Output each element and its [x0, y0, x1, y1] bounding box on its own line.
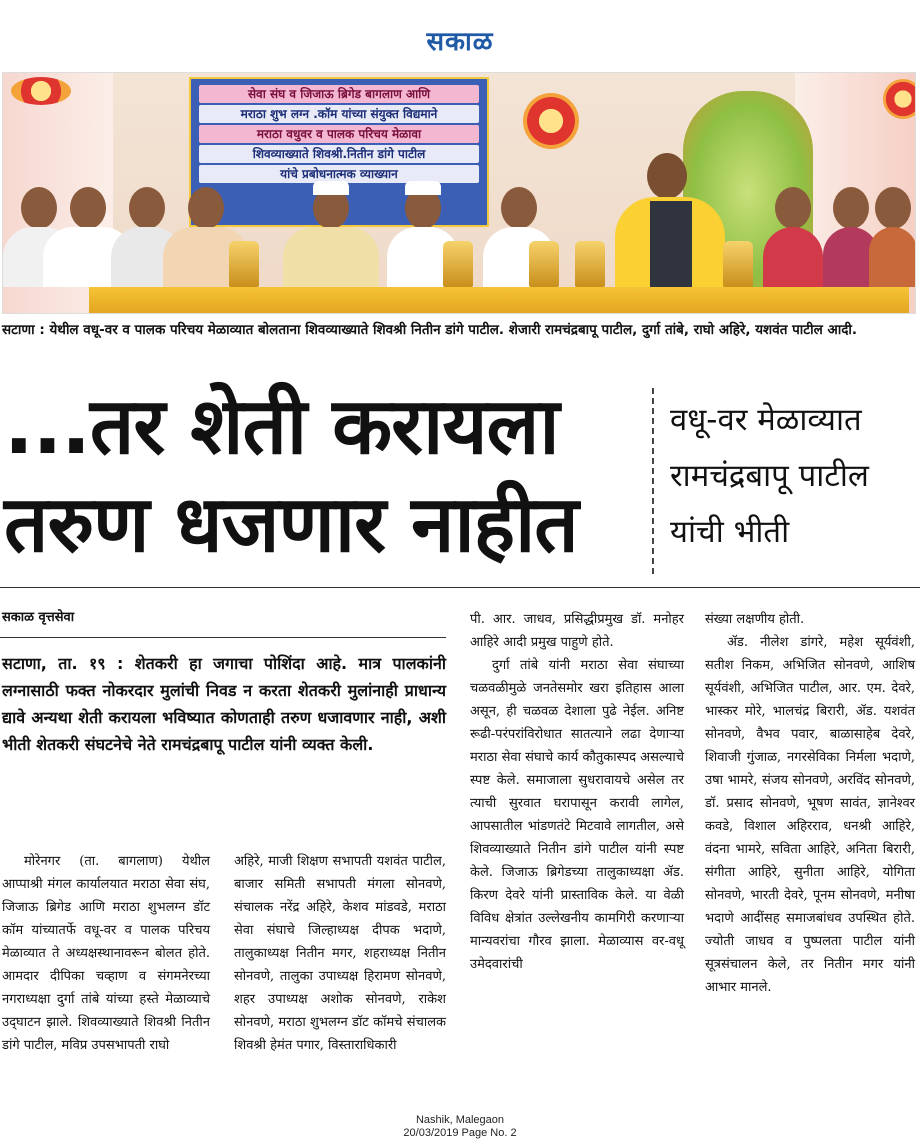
paragraph: दुर्गा तांबे यांनी मराठा सेवा संघाच्या चळवळीमुळे जनतेसमोर खरा इतिहास आला असून, ही चळवळ देशाला पुढे नेईल. अनिष्ट रूढी-परंपरांविरोधात सातत्याने लढा देणाऱ्या मराठा सेवा संघाचे कार्य कौतुकास्पद असल्याचे स्पष्ट केले. समाजाला सुधरावायचे असेल तर त्याची सुरवात घरापासून करावी लागेल, आपसातील भांडणतंटे मिटवावे लागतील, असे शिवव्याख्याते नितीन डांगे पाटील यांनी स्पष्ट केले. जिजाऊ ब्रिगेडच्या तालुकाध्यक्षा ॲड. किरण देवरे यांनी प्रास्ताविक केले. या वेळी विविध क्षेत्रांत उल्लेखनीय कामगिरी करणाऱ्या मान्यवरांचा गौरव झाला. मेळाव्यास वर-वधू उमेदवारांची [470, 658, 684, 972]
banner-line: सेवा संघ व जिजाऊ ब्रिगेड बागलाण आणि [199, 85, 479, 103]
banner-line: मराठा शुभ लग्न .कॉम यांच्या संयुक्त विद्यमाने [199, 105, 479, 123]
event-photo [2, 72, 916, 314]
trophy [529, 241, 559, 287]
byline: सकाळ वृत्तसेवा [2, 610, 75, 625]
trophy [575, 241, 605, 287]
subhead-line-2: रामचंद्रबापू पाटील [670, 458, 869, 494]
flower-decoration [523, 93, 579, 149]
flower-decoration [883, 79, 916, 119]
date-page-label: 20/03/2019 Page No. 2 [403, 1127, 517, 1139]
trophy [443, 241, 473, 287]
paragraph: अहिरे, माजी शिक्षण सभापती यशवंत पाटील, बाजार समिती सभापती मंगला सोनवणे, संचालक नरेंद्र अहिरे, केशव मांडवडे, मराठा सेवा संघाचे जिल्हाध्यक्ष दीपक भदाणे, तालुकाध्यक्ष नितीन मगर, शहराध्यक्ष नितीन सोनवणे, तालुका उपाध्यक्ष हिरामण सोनवणे, शहर उपाध्यक्ष अशोक सोनवणे, राकेश सोनवणे, मराठा शुभलग्न डॉट कॉमचे संचालक शिवश्री हेमंत पगार, विस्ताराधिकारी [234, 854, 446, 1053]
article-column-2 [234, 850, 446, 1057]
subhead-line-1: वधू-वर मेळाव्यात [670, 402, 862, 438]
paragraph: मोरेनगर (ता. बागलाण) येथील आप्पाश्री मंगल कार्यालयात मराठा सेवा संघ, जिजाऊ ब्रिगेड आणि मराठा शुभलग्न डॉट कॉम यांच्यातर्फे वधू-वर व पालक परिचय मेळाव्यात ते अध्यक्षस्थानावरून बोलत होते. आमदार दीपिका चव्हाण व संगमनेरच्या नगराध्यक्षा दुर्गा तांबे यांच्या हस्ते मेळाव्याचे उद्‌घाटन झाले. शिवव्याख्याते शिवश्री नितीन डांगे पाटील, मविप्र उपसभापती राघो [2, 854, 210, 1053]
subheadline [670, 392, 916, 560]
paragraph: संख्या लक्षणीय होती. [705, 612, 805, 627]
lead-paragraph: सटाणा, ता. १९ : शेतकरी हा जगाचा पोशिंदा आहे. मात्र पालकांनी लग्नासाठी फक्त नोकरदार मुलांची निवड न करता शेतकरी मुलांनाही प्राधान्य द्यावे अन्यथा शेती करायला भविष्यात कोणताही तरुण धजावणार नाही, अशी भीती शेतकरी संघटनेचे नेते रामचंद्रबापू पाटील यांनी व्यक्त केली. [2, 654, 446, 754]
headline [4, 378, 644, 574]
headline-line-1: ...तर शेती करायला [4, 382, 559, 472]
banner-line: मराठा वधुवर व पालक परिचय मेळावा [199, 125, 479, 143]
page-footer [0, 1114, 920, 1140]
article-column-3 [470, 608, 684, 976]
subhead-line-3: यांची भीती [670, 514, 790, 550]
divider [0, 587, 920, 588]
stage-table [89, 287, 909, 313]
newspaper-masthead: सकाळ [426, 27, 494, 57]
flower-decoration [11, 77, 71, 105]
banner-line: शिवव्याख्याते शिवश्री.नितीन डांगे पाटील [199, 145, 479, 163]
banner-line: यांचे प्रबोधनात्मक व्याख्यान [199, 165, 479, 183]
photo-caption: सटाणा : येथील वधू-वर व पालक परिचय मेळाव्यात बोलताना शिवव्याख्याते शिवश्री नितीन डांगे पाटील. शेजारी रामचंद्रबापू पाटील, दुर्गा तांबे, राघो अहिरे, यशवंत पाटील आदी. [2, 322, 858, 338]
headline-line-2: तरुण धजणार नाहीत [4, 480, 578, 570]
article-column-1 [2, 850, 210, 1057]
seated-guest [869, 187, 916, 287]
divider [0, 637, 446, 638]
headline-divider [652, 388, 654, 574]
trophy [723, 241, 753, 287]
article-column-4 [705, 608, 915, 999]
paragraph: ॲड. नीलेश डांगरे, महेश सूर्यवंशी, सतीश निकम, अभिजित सोनवणे, आशिष सूर्यवंशी, अभिजित पाटील, आर. एम. देवरे, भास्कर मोरे, भालचंद्र बिरारी, ॲड. यशवंत सोनवणे, वैभव पवार, बाळासाहेब देवरे, शिवाजी गुंजाळ, नगरसेविका निर्मला भदाणे, उषा भामरे, संजय सोनवणे, अरविंद सोनवणे, डॉ. प्रसाद सोनवणे, भूषण सावंत, ज्ञानेश्वर कवडे, विशाल अहिरराव, धनश्री आहिरे, वंदना भामरे, सविता आहिरे, अनिता बिरारी, संगीता आहिरे, सुनीता आहिरे, योगिता सोनवणे, भारती देवरे, पूनम सोनवणे, मनीषा भदाणे आदींसह समाजबांधव उपस्थित होते. ज्योती जाधव व पुष्पलता पाटील यांनी सूत्रसंचालन केले, तर नितीन मगर यांनी आभार मानले. [705, 635, 915, 995]
edition-label: Nashik, Malegaon [415, 1114, 505, 1126]
trophy [229, 241, 259, 287]
seated-guest [283, 181, 379, 287]
paragraph: पी. आर. जाधव, प्रसिद्धीप्रमुख डॉ. मनोहर आहिरे आदी प्रमुख पाहुणे होते. [470, 612, 684, 650]
seated-guest [763, 187, 823, 287]
